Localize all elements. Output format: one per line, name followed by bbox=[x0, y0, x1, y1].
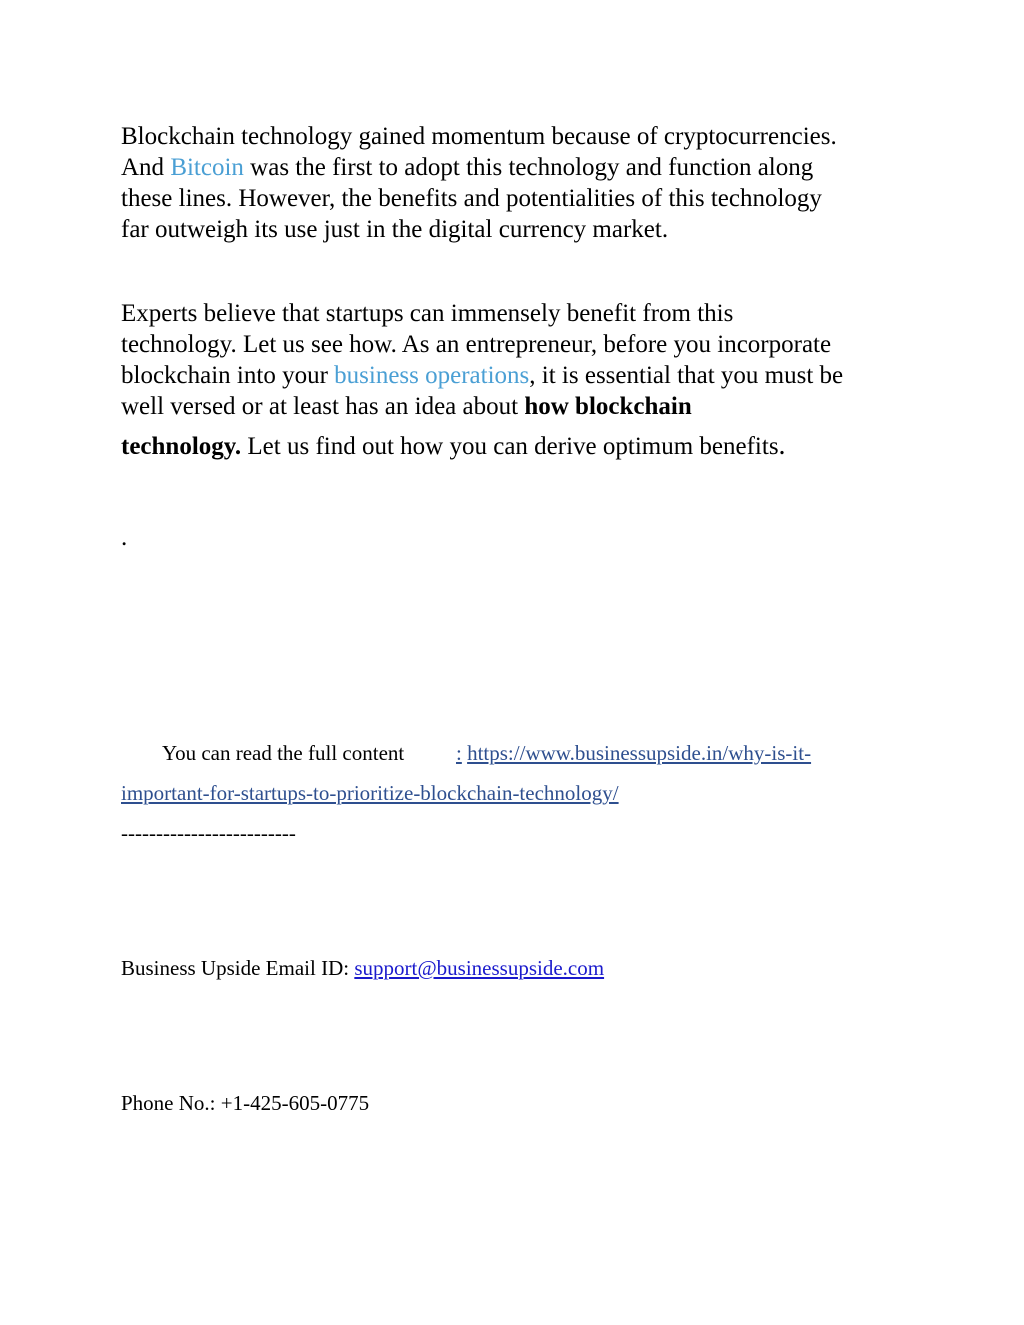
lone-dot bbox=[121, 522, 127, 553]
phone-label: Phone No.: +1-425-605-0775 bbox=[121, 1091, 370, 1115]
email-label: Business Upside Email ID: bbox=[121, 956, 355, 980]
full-content-url-link[interactable]: https://www.businessupside.in/why-is-it- bbox=[467, 741, 812, 765]
read-more-url-line-1 bbox=[456, 740, 811, 766]
email-link[interactable]: support@businessupside.com bbox=[354, 956, 605, 980]
bold-text: technology. bbox=[121, 433, 242, 460]
text: And bbox=[121, 154, 171, 181]
text: , it is essential that you must be bbox=[529, 362, 844, 389]
paragraph-2-line-4 bbox=[121, 391, 692, 422]
bitcoin-link[interactable]: Bitcoin bbox=[170, 154, 244, 181]
separator-text: ------------------------- bbox=[121, 821, 296, 845]
read-more-line-1 bbox=[162, 740, 404, 766]
business-operations-link[interactable]: business operations bbox=[334, 362, 530, 389]
text: Blockchain technology gained momentum because of cryptocurrencies. bbox=[121, 123, 837, 150]
paragraph-2-line-3 bbox=[121, 360, 843, 391]
text: these lines. However, the benefits and potentialities of this technology bbox=[121, 185, 822, 212]
paragraph-2-line-5 bbox=[121, 430, 786, 462]
paragraph-1-line-1 bbox=[121, 121, 837, 152]
phone-line bbox=[121, 1090, 369, 1116]
paragraph-2-line-1 bbox=[121, 298, 733, 329]
email-line bbox=[121, 955, 604, 981]
period: . bbox=[778, 430, 786, 461]
colon-link[interactable]: : bbox=[456, 741, 462, 765]
text: Let us find out how you can derive optimum benefits bbox=[241, 433, 779, 460]
separator bbox=[121, 820, 296, 846]
paragraph-2-line-2 bbox=[121, 329, 831, 360]
text: . bbox=[121, 524, 128, 551]
paragraph-1-line-3 bbox=[121, 183, 822, 214]
full-content-url-link-continued[interactable]: important-for-startups-to-prioritize-blockchain-technology/ bbox=[121, 781, 619, 805]
paragraph-1-line-4 bbox=[121, 214, 668, 245]
text: well versed or at least has an idea about bbox=[121, 393, 525, 420]
text: Experts believe that startups can immensely benefit from this bbox=[121, 300, 734, 327]
text: was the first to adopt this technology and function along bbox=[243, 154, 814, 181]
paragraph-1-line-2 bbox=[121, 152, 813, 183]
read-more-label: You can read the full content bbox=[162, 741, 405, 765]
text: far outweigh its use just in the digital currency market. bbox=[121, 216, 669, 243]
text: blockchain into your bbox=[121, 362, 335, 389]
read-more-url-line-2 bbox=[121, 780, 619, 806]
bold-text: how blockchain bbox=[524, 393, 692, 420]
text: technology. Let us see how. As an entrepreneur, before you incorporate bbox=[121, 331, 832, 358]
